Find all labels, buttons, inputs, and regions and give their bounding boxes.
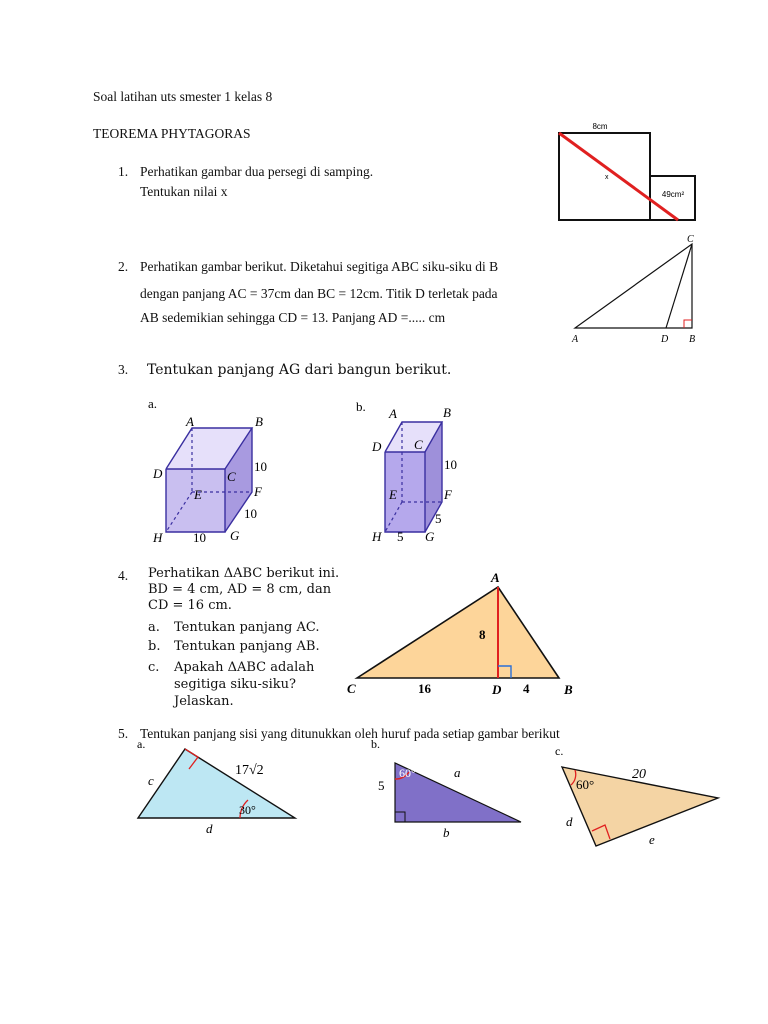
worksheet-title: Soal latihan uts smester 1 kelas 8 <box>93 89 273 104</box>
q5c-triangle-figure <box>545 740 725 850</box>
triangle-a <box>138 749 295 818</box>
segment-cd <box>666 244 692 328</box>
q3b-label-h: H <box>372 529 382 544</box>
q4-label-c: C <box>347 681 356 696</box>
q3a-label-a: A <box>186 414 194 429</box>
q3a-width: 10 <box>193 530 206 545</box>
q2-line1: Perhatikan gambar berikut. Diketahui segitiga ABC siku-siku di B <box>140 259 499 274</box>
q4-line1: Perhatikan ΔABC berikut ini. <box>148 566 340 581</box>
q2-line3: AB sedemikian sehingga CD = 13. Panjang AD =..... cm <box>140 310 446 325</box>
q2-label-c: C <box>687 234 694 245</box>
q2-label-d: D <box>661 334 669 345</box>
q1-small-label: 49cm² <box>661 190 685 199</box>
q5-text: Tentukan panjang sisi yang ditunukkan oleh huruf pada setiap gambar berikut <box>140 726 560 741</box>
q3b-label-c: C <box>414 437 423 452</box>
q3a-label-e: E <box>194 487 202 502</box>
q3b-width: 5 <box>397 529 404 544</box>
q5b-side-5: 5 <box>378 778 385 793</box>
q1-top-label: 8cm <box>592 122 608 131</box>
q4-item-c-line2: segitiga siku-siku? <box>174 677 296 692</box>
q4-ad-length: 8 <box>479 627 486 642</box>
q4-label-d: D <box>492 682 502 697</box>
q5a-angle: 30° <box>239 803 256 817</box>
q5a-hyp: 17√2 <box>235 763 264 778</box>
q1-line1: Perhatikan gambar dua persegi di samping. <box>140 164 374 179</box>
q3a-label-f: F <box>254 484 262 499</box>
q4-item-b-label: b. <box>148 639 161 654</box>
q3a-label: a. <box>148 396 158 411</box>
q3b-prism-figure <box>352 395 472 550</box>
q3b-label-a: A <box>389 406 397 421</box>
q5b-angle: 60° <box>399 766 416 780</box>
q4-label-b: B <box>564 682 573 697</box>
q1-squares-figure <box>548 118 704 228</box>
q4-item-b-text: Tentukan panjang AB. <box>174 639 320 654</box>
q3a-label-d: D <box>153 466 163 481</box>
q4-item-c-text: Apakah ΔABC adalah <box>174 660 315 675</box>
q4-label-a: A <box>491 570 500 585</box>
q5c-side-20: 20 <box>632 767 646 782</box>
q4-line3: CD = 16 cm. <box>148 598 232 613</box>
triangle-abc <box>575 244 692 328</box>
q4-item-a-text: Tentukan panjang AC. <box>174 620 320 635</box>
q5c-side-e: e <box>649 832 655 847</box>
q3b-height: 10 <box>444 457 457 472</box>
q3-number: 3. <box>118 362 129 377</box>
q4-line2: BD = 4 cm, AD = 8 cm, dan <box>148 582 332 597</box>
q2-line2: dengan panjang AC = 37cm dan BC = 12cm. Titik D terletak pada <box>140 286 498 301</box>
q5b-triangle-figure <box>365 740 530 840</box>
q5c-angle: 60° <box>576 777 595 792</box>
q3a-cube-figure <box>140 395 280 550</box>
right-angle-mark <box>684 320 692 328</box>
q5b-side-a: a <box>454 765 461 780</box>
q4-item-c-label: c. <box>148 660 160 675</box>
q1-number: 1. <box>118 164 129 179</box>
q3b-depth: 5 <box>435 511 442 526</box>
q5a-side-c: c <box>148 773 154 788</box>
q2-triangle-figure <box>560 230 710 350</box>
q3a-label-c: C <box>227 469 236 484</box>
q5a-side-d: d <box>206 821 213 836</box>
q5a-label: a. <box>137 740 146 751</box>
q3b-label-f: F <box>444 487 452 502</box>
q4-item-c-line3: Jelaskan. <box>174 694 234 709</box>
q5c-label: c. <box>555 744 564 758</box>
q5b-side-b: b <box>443 825 450 840</box>
q5c-side-d: d <box>566 814 573 829</box>
q4-cd-length: 16 <box>418 681 431 696</box>
q4-item-a-label: a. <box>148 620 160 635</box>
q2-label-b: B <box>689 334 696 345</box>
q1-line2: Tentukan nilai x <box>140 184 228 199</box>
q3a-depth: 10 <box>244 506 257 521</box>
q3a-height: 10 <box>254 459 267 474</box>
q4-number: 4. <box>118 568 129 583</box>
q3b-label-g: G <box>425 529 435 544</box>
q3-text: Tentukan panjang AG dari bangun berikut. <box>147 362 452 378</box>
q2-number: 2. <box>118 259 129 274</box>
q3b-label-e: E <box>389 487 397 502</box>
q3a-label-h: H <box>153 530 163 545</box>
q3b-label-d: D <box>372 439 382 454</box>
section-heading: TEOREMA PHYTAGORAS <box>93 126 251 141</box>
q4-triangle-figure <box>340 565 590 705</box>
q3a-label-b: B <box>255 414 263 429</box>
q1-x-label: x <box>605 174 609 181</box>
q5b-label: b. <box>371 740 380 751</box>
q4-db-length: 4 <box>523 681 530 696</box>
q5-number: 5. <box>118 726 129 741</box>
q3b-label: b. <box>356 399 366 414</box>
triangle-abc <box>357 587 559 678</box>
q2-label-a: A <box>572 334 579 345</box>
q5a-triangle-figure <box>125 740 310 840</box>
q3b-label-b: B <box>443 405 451 420</box>
q3a-label-g: G <box>230 528 240 543</box>
